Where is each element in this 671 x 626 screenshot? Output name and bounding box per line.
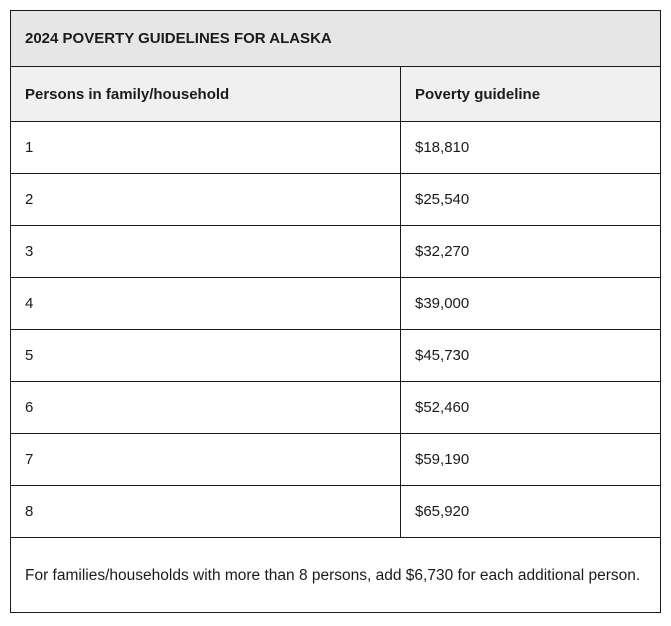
guideline-cell: $32,270 bbox=[401, 226, 661, 278]
guideline-cell: $18,810 bbox=[401, 122, 661, 174]
table-footnote: For families/households with more than 8 persons, add $6,730 for each additional person. bbox=[11, 538, 661, 613]
guideline-cell: $65,920 bbox=[401, 486, 661, 538]
table-row bbox=[11, 122, 661, 174]
guideline-cell: $45,730 bbox=[401, 330, 661, 382]
persons-cell: 3 bbox=[11, 226, 401, 278]
persons-cell: 7 bbox=[11, 434, 401, 486]
table-footnote-row bbox=[11, 538, 661, 613]
guideline-cell: $39,000 bbox=[401, 278, 661, 330]
guideline-cell: $25,540 bbox=[401, 174, 661, 226]
table-row bbox=[11, 434, 661, 486]
table-header-row bbox=[11, 67, 661, 122]
column-header-persons: Persons in family/household bbox=[11, 67, 401, 122]
persons-cell: 4 bbox=[11, 278, 401, 330]
persons-cell: 8 bbox=[11, 486, 401, 538]
guideline-cell: $52,460 bbox=[401, 382, 661, 434]
table-row bbox=[11, 330, 661, 382]
table-row bbox=[11, 278, 661, 330]
persons-cell: 2 bbox=[11, 174, 401, 226]
poverty-guidelines-container bbox=[10, 10, 660, 613]
persons-cell: 5 bbox=[11, 330, 401, 382]
guideline-cell: $59,190 bbox=[401, 434, 661, 486]
poverty-guidelines-table bbox=[10, 10, 661, 613]
table-caption-row bbox=[11, 11, 661, 67]
table-row bbox=[11, 174, 661, 226]
table-row bbox=[11, 486, 661, 538]
persons-cell: 6 bbox=[11, 382, 401, 434]
table-caption: 2024 POVERTY GUIDELINES FOR ALASKA bbox=[11, 11, 661, 67]
table-row bbox=[11, 226, 661, 278]
table-row bbox=[11, 382, 661, 434]
persons-cell: 1 bbox=[11, 122, 401, 174]
column-header-guideline: Poverty guideline bbox=[401, 67, 661, 122]
